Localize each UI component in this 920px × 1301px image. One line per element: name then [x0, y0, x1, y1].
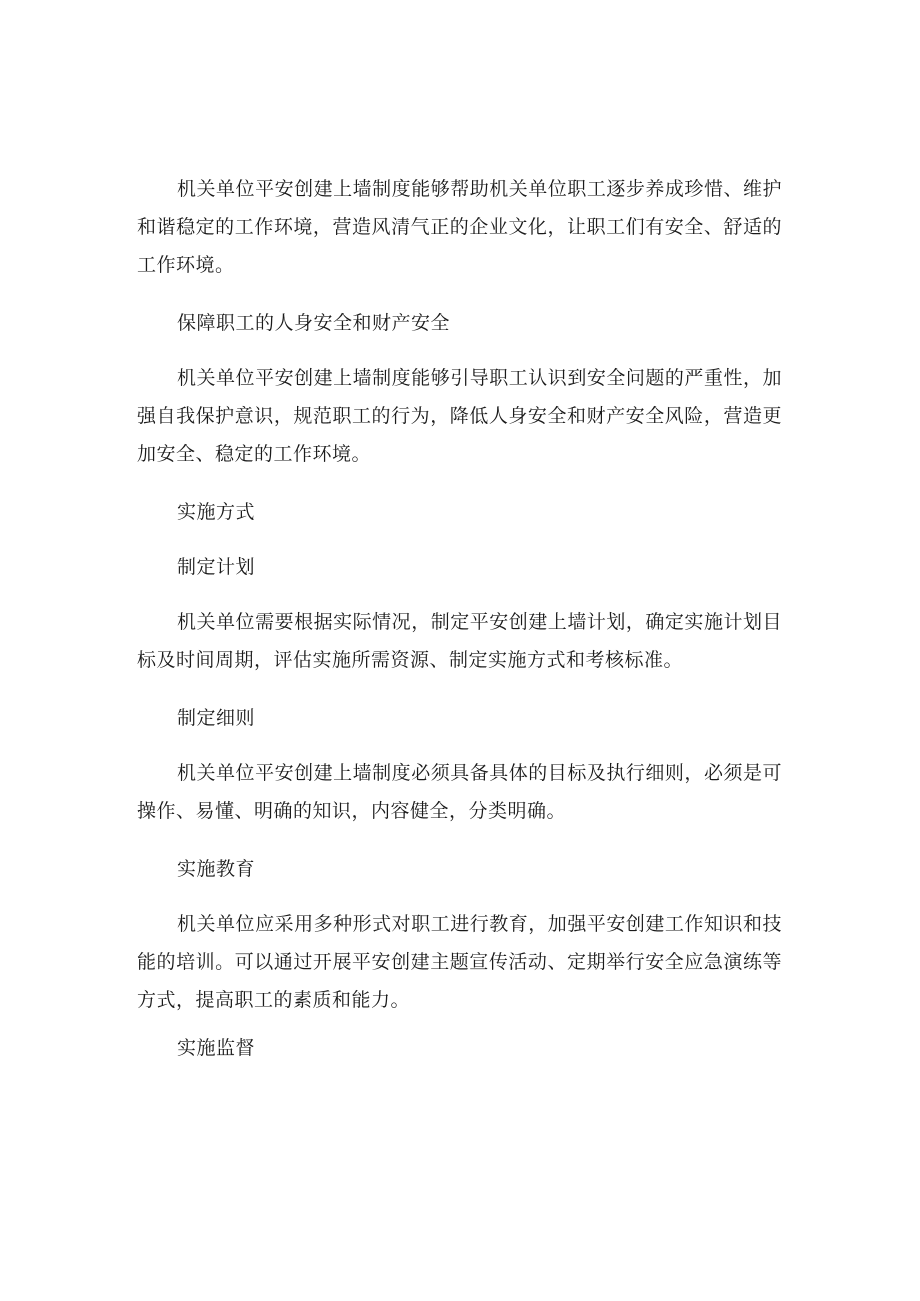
paragraph-education: 机关单位应采用多种形式对职工进行教育，加强平安创建工作知识和技能的培训。可以通过开展平安创建主题宣传活动、定期举行安全应急演练等方式，提高职工的素质和能力。 [137, 913, 782, 1011]
heading-education: 实施教育 [177, 858, 256, 880]
heading-safety: 保障职工的人身安全和财产安全 [177, 312, 451, 334]
paragraph-intro: 机关单位平安创建上墙制度能够帮助机关单位职工逐步养成珍惜、维护和谐稳定的工作环境，营造风清气正的企业文化，让职工们有安全、舒适的工作环境。 [137, 178, 782, 276]
heading-plan: 制定计划 [177, 556, 256, 578]
heading-rules: 制定细则 [177, 707, 256, 729]
document-body [137, 170, 782, 1067]
heading-implementation: 实施方式 [177, 501, 256, 523]
paragraph-rules: 机关单位平安创建上墙制度必须具备具体的目标及执行细则，必须是可操作、易懂、明确的知识，内容健全，分类明确。 [137, 762, 782, 822]
paragraph-plan: 机关单位需要根据实际情况，制定平安创建上墙计划，确定实施计划目标及时间周期，评估实施所需资源、制定实施方式和考核标准。 [137, 611, 782, 671]
paragraph-safety: 机关单位平安创建上墙制度能够引导职工认识到安全问题的严重性，加强自我保护意识，规范职工的行为，降低人身安全和财产安全风险，营造更加安全、稳定的工作环境。 [137, 367, 782, 465]
heading-supervision: 实施监督 [177, 1037, 256, 1059]
